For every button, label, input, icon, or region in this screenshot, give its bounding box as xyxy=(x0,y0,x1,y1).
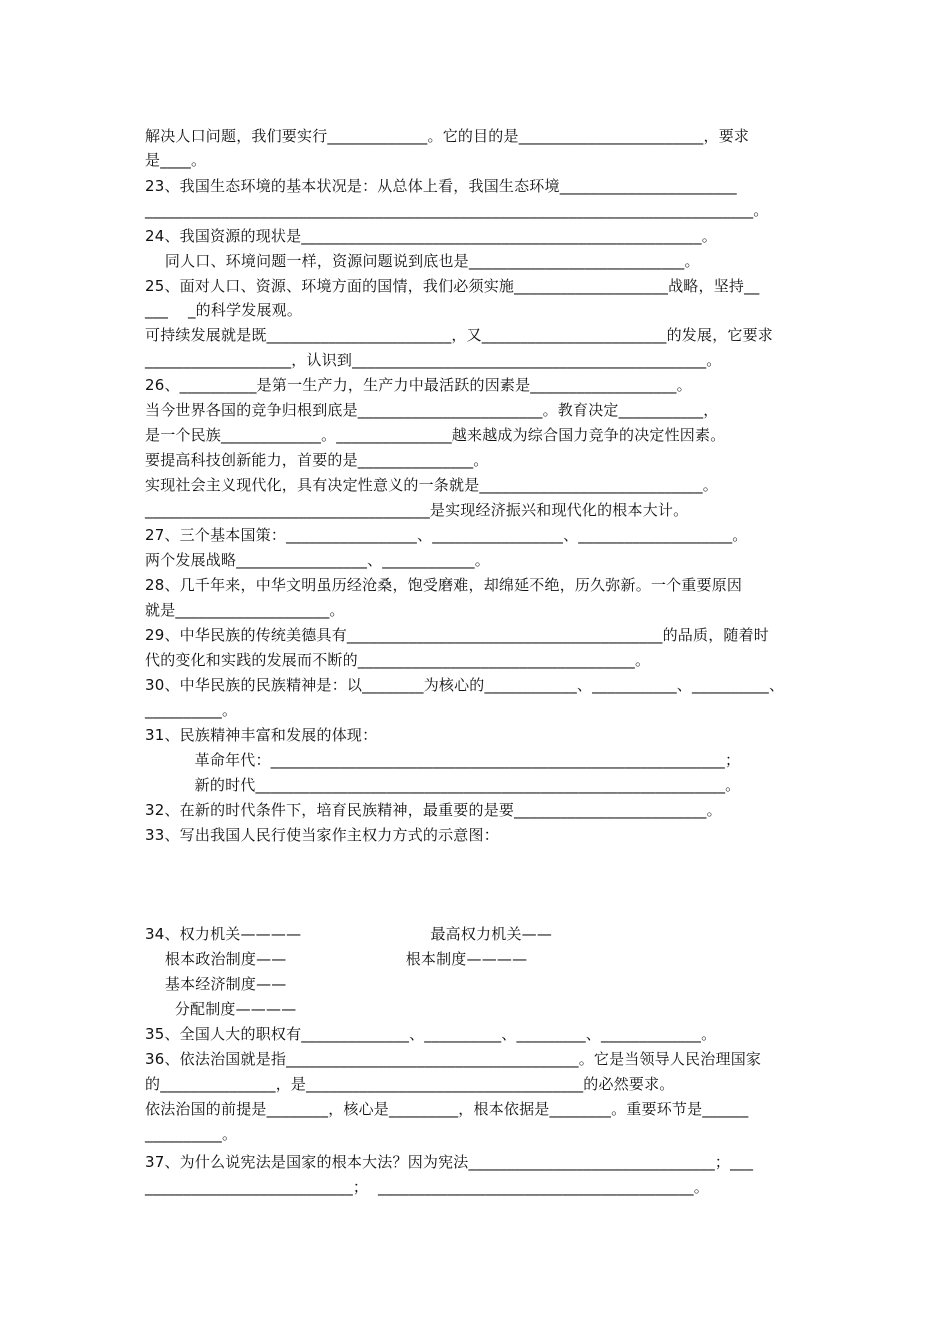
text-line: 29、中华民族的传统美德具有_________________________________________的品质，随着时 xyxy=(145,626,769,644)
text-line: 两个发展战略_________________、____________。 xyxy=(145,551,490,569)
text-line: 的_______________，是____________________________________的必然要求。 xyxy=(145,1075,675,1093)
text-line: 23、我国生态环境的基本状况是：从总体上看，我国生态环境_______________________ xyxy=(145,177,737,195)
text-line: 同人口、环境问题一样，资源问题说到底也是____________________________。 xyxy=(145,252,700,270)
text-line: 34、权力机关———— 最高权力机关—— xyxy=(145,925,553,943)
text-line: 可持续发展就是既________________________，又________________________的发展，它要求 xyxy=(145,326,774,344)
text-line: 新的时代_____________________________________________________________。 xyxy=(145,776,741,794)
text-line: 要提高科技创新能力，首要的是_______________。 xyxy=(145,451,489,469)
text-line: 27、三个基本国策：_________________、_________________、____________________。 xyxy=(145,526,748,544)
text-line: 30、中华民族的民族精神是：以________为核心的____________、___________、__________、 xyxy=(145,676,785,694)
text-line: 当今世界各国的竞争归根到底是________________________。教育决定___________， xyxy=(145,401,719,419)
text-line: 24、我国资源的现状是____________________________________________________。 xyxy=(145,227,717,245)
text-line: _____________________________________是实现经济振兴和现代化的根本大计。 xyxy=(145,501,689,519)
text-line: __________。 xyxy=(145,1125,238,1143)
text-line: 33、写出我国人民行使当家作主权力方式的示意图： xyxy=(145,826,499,844)
text-line: 基本经济制度—— xyxy=(145,975,287,993)
text-line: 32、在新的时代条件下，培育民族精神，最重要的是要_________________________。 xyxy=(145,801,722,819)
text-line: 31、民族精神丰富和发展的体现： xyxy=(145,726,378,744)
text-line: __________。 xyxy=(145,701,238,719)
text-line: ___________________________； _________________________________________。 xyxy=(145,1178,709,1196)
text-line: 代的变化和实践的发展而不断的____________________________________。 xyxy=(145,651,651,669)
text-line: 是____。 xyxy=(145,151,207,169)
text-line: ___ _的科学发展观。 xyxy=(145,301,303,319)
text-line: 26、__________是第一生产力，生产力中最活跃的因素是___________________。 xyxy=(145,376,692,394)
text-line: 28、几千年来，中华文明虽历经沧桑，饱受磨难，却绵延不绝，历久弥新。一个重要原因 xyxy=(145,576,743,594)
text-line: 35、全国人大的职权有______________、__________、_________、_____________。 xyxy=(145,1025,717,1043)
text-line: 革命年代：___________________________________________________________； xyxy=(145,751,741,769)
text-line: 分配制度———— xyxy=(145,1000,297,1018)
text-line: 37、为什么说宪法是国家的根本大法？因为宪法________________________________；___ xyxy=(145,1153,754,1171)
text-line: 根本政治制度—— 根本制度———— xyxy=(145,950,528,968)
text-line: ___________________，认识到______________________________________________。 xyxy=(145,351,722,369)
text-line: 实现社会主义现代化，具有决定性意义的一条就是_____________________________。 xyxy=(145,476,718,494)
text-line: _______________________________________________________________________________。 xyxy=(145,201,769,219)
text-line: 是一个民族_____________。_______________越来越成为综合国力竞争的决定性因素。 xyxy=(145,426,726,444)
text-line: 36、依法治国就是指______________________________________。它是当领导人民治理国家 xyxy=(145,1050,762,1068)
text-line: 解决人口问题，我们要实行_____________。它的目的是________________________，要求 xyxy=(145,127,750,145)
text-line: 25、面对人口、资源、环境方面的国情，我们必须实施____________________战略，坚持__ xyxy=(145,277,760,295)
text-line: 依法治国的前提是________，核心是_________，根本依据是________。重要环节是______ xyxy=(145,1100,749,1118)
text-line: 就是____________________。 xyxy=(145,601,345,619)
